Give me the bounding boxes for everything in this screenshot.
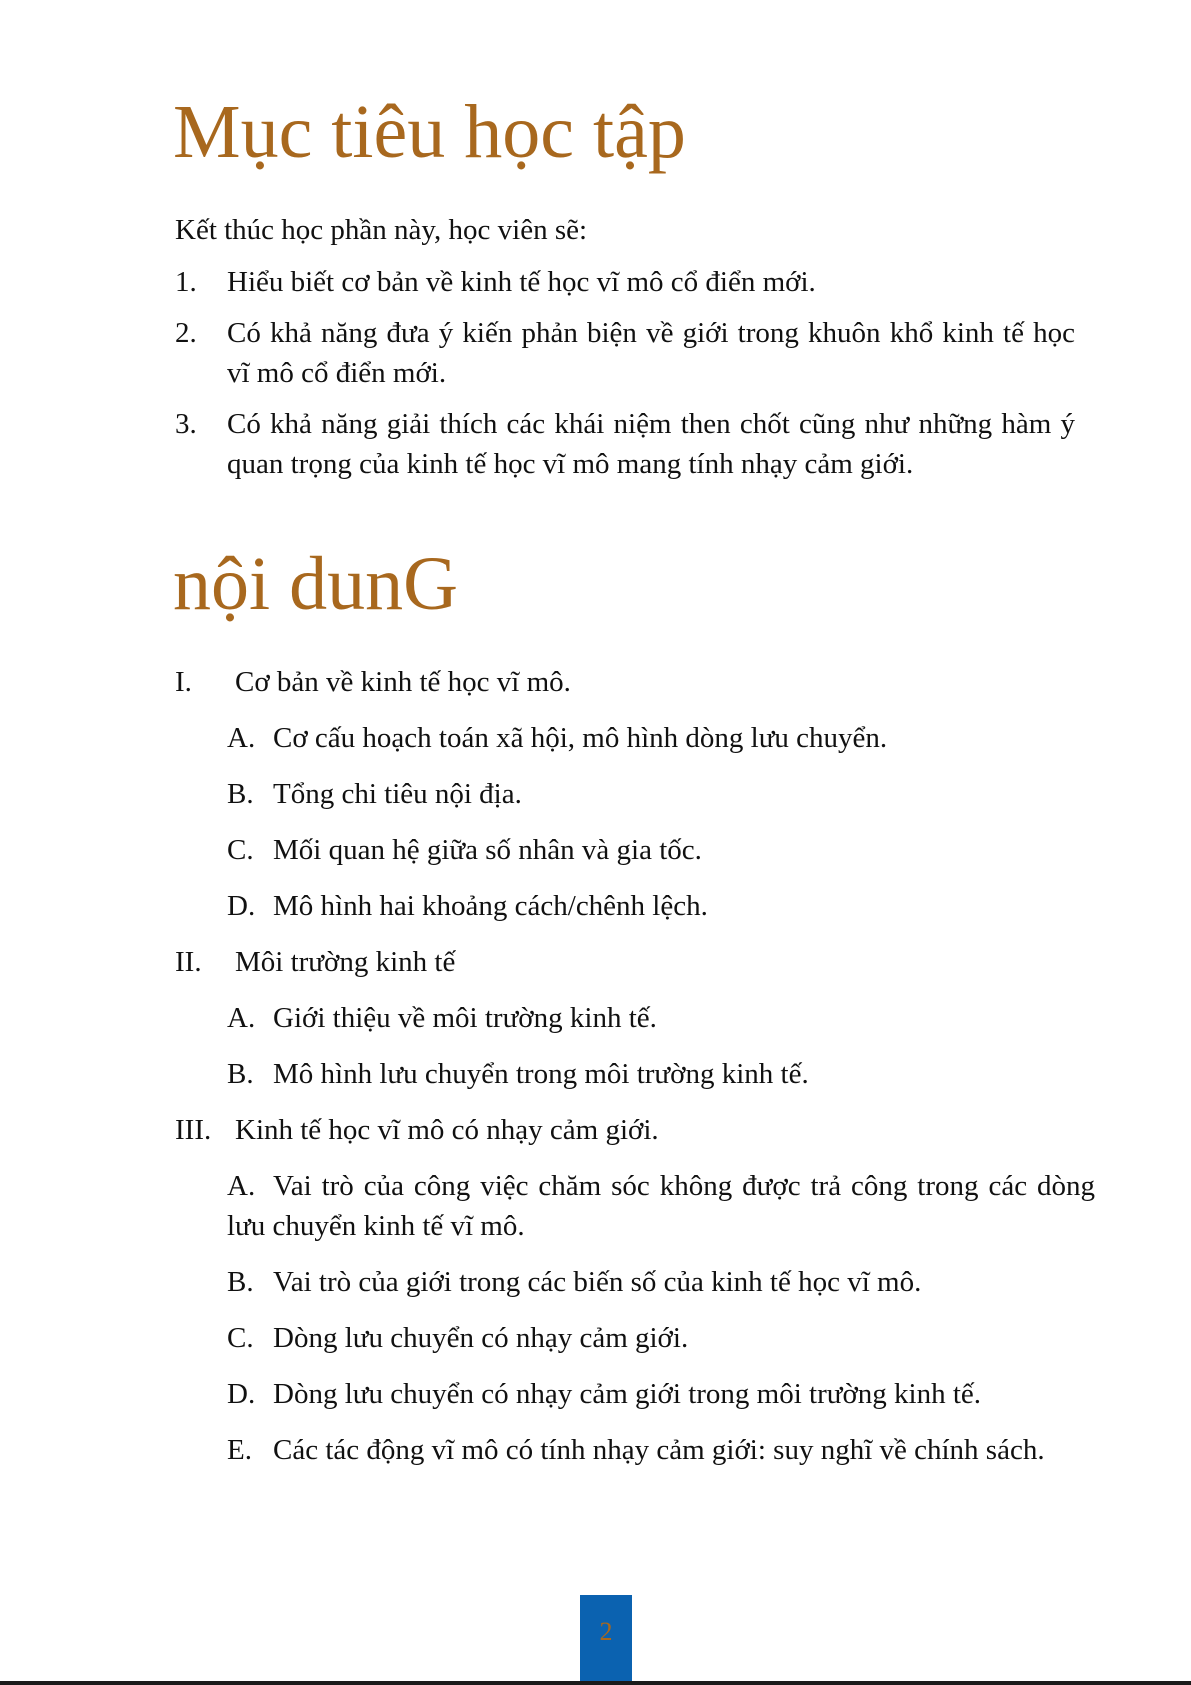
section-heading <box>175 1110 1095 1150</box>
section-title: Môi trường kinh tế <box>235 946 456 978</box>
item-letter: B. <box>227 778 254 810</box>
list-item <box>227 1166 1095 1246</box>
section-title: Kinh tế học vĩ mô có nhạy cảm giới. <box>235 1114 659 1146</box>
item-text: Mô hình hai khoảng cách/chênh lệch. <box>273 890 708 922</box>
item-text: Dòng lưu chuyển có nhạy cảm giới. <box>273 1322 689 1354</box>
item-letter: A. <box>227 722 256 754</box>
item-text: Tổng chi tiêu nội địa. <box>273 778 522 810</box>
objective-text: Có khả năng giải thích các khái niệm then chốt cũng như những hàm ý quan trọng của kinh tế học vĩ mô mang tính nhạy cảm giới. <box>227 408 1075 480</box>
list-item <box>227 1430 1095 1470</box>
section-numeral: I. <box>175 666 192 698</box>
item-letter: E. <box>227 1434 252 1466</box>
contents-section <box>175 662 1095 926</box>
objectives-heading: Mục tiêu học tập <box>173 90 686 174</box>
section-heading <box>175 662 1095 702</box>
section-items <box>175 1166 1095 1470</box>
section-heading <box>175 942 1095 982</box>
item-text: Vai trò của giới trong các biến số của kinh tế học vĩ mô. <box>273 1266 922 1298</box>
item-letter: D. <box>227 1378 256 1410</box>
item-text: Mối quan hệ giữa số nhân và gia tốc. <box>273 834 702 866</box>
objectives-intro: Kết thúc học phần này, học viên sẽ: <box>175 214 588 246</box>
item-letter: C. <box>227 1322 254 1354</box>
objective-number: 2. <box>175 317 197 349</box>
item-letter: A. <box>227 1002 256 1034</box>
objectives-list <box>175 262 1075 495</box>
item-text: Cơ cấu hoạch toán xã hội, mô hình dòng lưu chuyển. <box>273 722 888 754</box>
item-letter: D. <box>227 890 256 922</box>
contents-section <box>175 1110 1095 1470</box>
objective-number: 3. <box>175 408 197 440</box>
section-items <box>175 718 1095 926</box>
list-item <box>227 1318 1095 1358</box>
item-letter: C. <box>227 834 254 866</box>
list-item <box>227 830 1095 870</box>
list-item <box>227 998 1095 1038</box>
page-number: 2 <box>599 1617 613 1646</box>
list-item <box>227 718 1095 758</box>
list-item <box>227 1054 1095 1094</box>
item-text: Giới thiệu về môi trường kinh tế. <box>273 1002 657 1034</box>
list-item <box>227 886 1095 926</box>
item-letter: A. <box>227 1170 256 1202</box>
bottom-divider <box>0 1681 1191 1685</box>
section-title: Cơ bản về kinh tế học vĩ mô. <box>235 666 571 698</box>
item-text: Mô hình lưu chuyển trong môi trường kinh tế. <box>273 1058 809 1090</box>
objective-text: Có khả năng đưa ý kiến phản biện về giới trong khuôn khổ kinh tế học vĩ mô cổ điển mới. <box>227 317 1075 389</box>
objective-item <box>175 262 1075 302</box>
contents-list <box>175 662 1095 1486</box>
item-letter: B. <box>227 1266 254 1298</box>
objective-number: 1. <box>175 266 197 298</box>
list-item <box>227 1262 1095 1302</box>
objective-item <box>175 313 1075 393</box>
page-number-tab <box>580 1595 632 1685</box>
contents-section <box>175 942 1095 1094</box>
list-item <box>227 1374 1095 1414</box>
item-text: Các tác động vĩ mô có tính nhạy cảm giới: suy nghĩ về chính sách. <box>273 1434 1045 1466</box>
item-letter: B. <box>227 1058 254 1090</box>
objective-item <box>175 404 1075 484</box>
section-numeral: II. <box>175 946 202 978</box>
objective-text: Hiểu biết cơ bản về kinh tế học vĩ mô cổ điển mới. <box>227 266 816 298</box>
list-item <box>227 774 1095 814</box>
section-items <box>175 998 1095 1094</box>
item-text: Vai trò của công việc chăm sóc không được trả công trong các dòng lưu chuyển kinh tế vĩ mô. <box>227 1170 1095 1242</box>
item-text: Dòng lưu chuyển có nhạy cảm giới trong môi trường kinh tế. <box>273 1378 982 1410</box>
section-numeral: III. <box>175 1114 212 1146</box>
contents-heading: nội dunG <box>173 542 458 626</box>
